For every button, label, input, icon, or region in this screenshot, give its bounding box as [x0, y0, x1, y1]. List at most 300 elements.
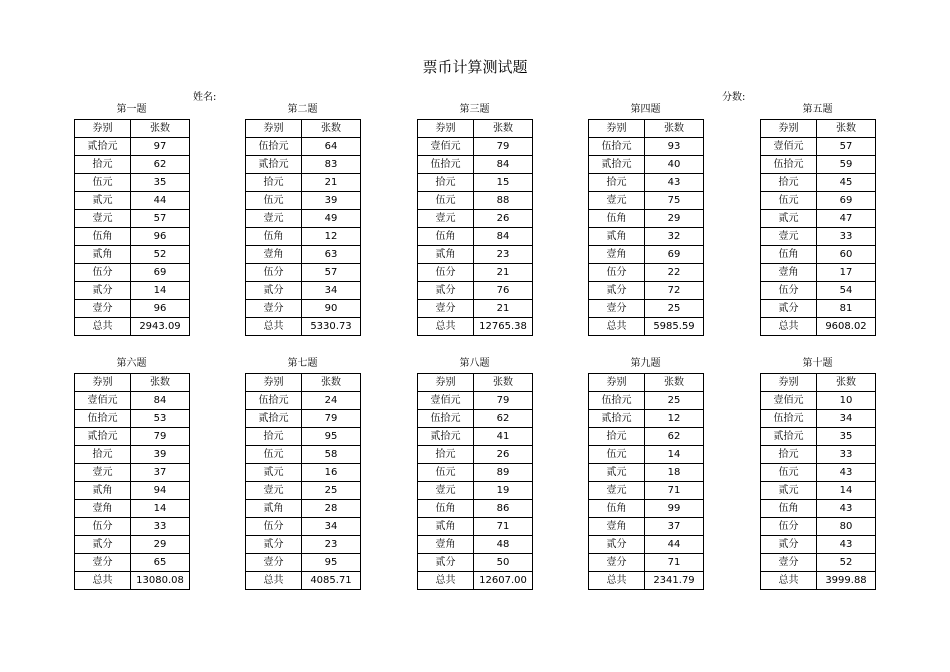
header-count: 张数	[474, 120, 533, 138]
question-title: 第八题	[459, 358, 490, 369]
total-label: 总共	[589, 572, 645, 590]
total-label: 总共	[75, 572, 131, 590]
count-cell: 50	[474, 554, 533, 572]
count-cell: 16	[302, 464, 361, 482]
count-cell: 57	[302, 264, 361, 282]
denomination-cell: 贰拾元	[761, 428, 817, 446]
table-row	[246, 138, 361, 156]
table-row	[418, 500, 533, 518]
total-value: 12607.00	[474, 572, 533, 590]
table-row	[589, 192, 704, 210]
denomination-cell: 伍分	[761, 518, 817, 536]
count-cell: 43	[645, 174, 704, 192]
denomination-cell: 壹分	[75, 554, 131, 572]
count-cell: 23	[302, 536, 361, 554]
denomination-cell: 壹分	[761, 554, 817, 572]
question-table	[588, 119, 704, 336]
table-row	[246, 300, 361, 318]
question-title: 第十题	[802, 358, 833, 369]
denomination-cell: 拾元	[761, 446, 817, 464]
count-cell: 80	[817, 518, 876, 536]
count-cell: 40	[645, 156, 704, 174]
table-row	[589, 246, 704, 264]
question-block	[588, 101, 703, 336]
table-row	[589, 300, 704, 318]
table-header-row	[75, 374, 190, 392]
count-cell: 52	[131, 246, 190, 264]
count-cell: 32	[645, 228, 704, 246]
count-cell: 18	[645, 464, 704, 482]
count-cell: 39	[131, 446, 190, 464]
total-value: 2341.79	[645, 572, 704, 590]
table-row	[761, 210, 876, 228]
count-cell: 26	[474, 446, 533, 464]
count-cell: 14	[131, 500, 190, 518]
count-cell: 37	[131, 464, 190, 482]
question-table	[760, 119, 876, 336]
total-value: 5330.73	[302, 318, 361, 336]
header-count: 张数	[817, 374, 876, 392]
count-cell: 43	[817, 464, 876, 482]
table-header-row	[761, 374, 876, 392]
count-cell: 62	[645, 428, 704, 446]
denomination-cell: 贰分	[761, 300, 817, 318]
question-block	[245, 101, 360, 336]
denomination-cell: 贰元	[761, 210, 817, 228]
count-cell: 76	[474, 282, 533, 300]
table-row	[418, 482, 533, 500]
question-table	[245, 373, 361, 590]
count-cell: 21	[474, 300, 533, 318]
table-row	[589, 228, 704, 246]
denomination-cell: 壹佰元	[418, 138, 474, 156]
table-row	[418, 300, 533, 318]
count-cell: 52	[817, 554, 876, 572]
table-row	[589, 282, 704, 300]
table-row	[246, 482, 361, 500]
denomination-cell: 壹元	[418, 210, 474, 228]
denomination-cell: 贰分	[418, 554, 474, 572]
question-block	[760, 101, 875, 336]
table-row	[75, 410, 190, 428]
table-row	[246, 392, 361, 410]
table-row	[246, 464, 361, 482]
header-denomination: 券别	[589, 120, 645, 138]
count-cell: 29	[131, 536, 190, 554]
count-cell: 28	[302, 500, 361, 518]
denomination-cell: 贰拾元	[589, 156, 645, 174]
denomination-cell: 伍角	[246, 228, 302, 246]
table-row	[589, 264, 704, 282]
denomination-cell: 壹元	[418, 482, 474, 500]
denomination-cell: 壹角	[761, 264, 817, 282]
denomination-cell: 伍分	[418, 264, 474, 282]
count-cell: 14	[131, 282, 190, 300]
denomination-cell: 伍拾元	[589, 138, 645, 156]
count-cell: 47	[817, 210, 876, 228]
count-cell: 93	[645, 138, 704, 156]
count-cell: 96	[131, 300, 190, 318]
question-block	[245, 355, 360, 590]
table-row	[246, 410, 361, 428]
denomination-cell: 伍分	[75, 518, 131, 536]
total-row	[761, 318, 876, 336]
count-cell: 12	[302, 228, 361, 246]
count-cell: 34	[302, 518, 361, 536]
count-cell: 57	[131, 210, 190, 228]
total-row	[589, 318, 704, 336]
denomination-cell: 贰元	[761, 482, 817, 500]
denomination-cell: 壹元	[75, 464, 131, 482]
count-cell: 88	[474, 192, 533, 210]
table-row	[75, 536, 190, 554]
table-row	[761, 192, 876, 210]
count-cell: 83	[302, 156, 361, 174]
count-cell: 44	[131, 192, 190, 210]
denomination-cell: 伍元	[589, 446, 645, 464]
count-cell: 34	[302, 282, 361, 300]
count-cell: 84	[131, 392, 190, 410]
count-cell: 95	[302, 554, 361, 572]
denomination-cell: 伍拾元	[761, 156, 817, 174]
denomination-cell: 伍角	[589, 500, 645, 518]
denomination-cell: 壹佰元	[761, 392, 817, 410]
table-row	[75, 446, 190, 464]
count-cell: 69	[131, 264, 190, 282]
denomination-cell: 伍元	[761, 192, 817, 210]
denomination-cell: 贰拾元	[246, 156, 302, 174]
count-cell: 48	[474, 536, 533, 554]
count-cell: 71	[645, 482, 704, 500]
header-count: 张数	[645, 374, 704, 392]
table-row	[418, 554, 533, 572]
count-cell: 54	[817, 282, 876, 300]
total-label: 总共	[418, 318, 474, 336]
total-label: 总共	[75, 318, 131, 336]
total-label: 总共	[589, 318, 645, 336]
total-label: 总共	[761, 572, 817, 590]
question-table	[588, 373, 704, 590]
count-cell: 44	[645, 536, 704, 554]
table-row	[246, 156, 361, 174]
denomination-cell: 伍分	[246, 264, 302, 282]
denomination-cell: 拾元	[75, 446, 131, 464]
total-row	[589, 572, 704, 590]
table-row	[246, 282, 361, 300]
denomination-cell: 伍分	[75, 264, 131, 282]
table-row	[418, 264, 533, 282]
total-value: 5985.59	[645, 318, 704, 336]
table-row	[589, 392, 704, 410]
question-table	[74, 373, 190, 590]
table-row	[75, 518, 190, 536]
count-cell: 25	[302, 482, 361, 500]
count-cell: 63	[302, 246, 361, 264]
denomination-cell: 贰分	[246, 536, 302, 554]
table-row	[75, 246, 190, 264]
denomination-cell: 壹佰元	[761, 138, 817, 156]
denomination-cell: 壹角	[75, 500, 131, 518]
table-row	[418, 410, 533, 428]
count-cell: 37	[645, 518, 704, 536]
count-cell: 59	[817, 156, 876, 174]
count-cell: 62	[131, 156, 190, 174]
total-row	[246, 318, 361, 336]
count-cell: 34	[817, 410, 876, 428]
denomination-cell: 贰拾元	[75, 428, 131, 446]
question-title: 第五题	[802, 104, 833, 115]
table-header-row	[418, 120, 533, 138]
count-cell: 95	[302, 428, 361, 446]
table-row	[75, 300, 190, 318]
table-row	[246, 536, 361, 554]
table-row	[246, 228, 361, 246]
total-value: 9608.02	[817, 318, 876, 336]
count-cell: 33	[817, 446, 876, 464]
count-cell: 71	[474, 518, 533, 536]
table-row	[589, 554, 704, 572]
table-row	[761, 500, 876, 518]
denomination-cell: 贰角	[75, 482, 131, 500]
denomination-cell: 贰分	[589, 282, 645, 300]
denomination-cell: 贰角	[418, 518, 474, 536]
table-row	[761, 554, 876, 572]
total-row	[418, 572, 533, 590]
count-cell: 84	[474, 228, 533, 246]
count-cell: 84	[474, 156, 533, 174]
denomination-cell: 贰拾元	[75, 138, 131, 156]
total-label: 总共	[246, 318, 302, 336]
table-row	[75, 192, 190, 210]
denomination-cell: 壹角	[589, 246, 645, 264]
denomination-cell: 伍拾元	[418, 410, 474, 428]
count-cell: 65	[131, 554, 190, 572]
denomination-cell: 伍角	[761, 246, 817, 264]
denomination-cell: 伍元	[418, 192, 474, 210]
denomination-cell: 贰分	[75, 536, 131, 554]
name-label: 姓名:	[193, 92, 217, 103]
denomination-cell: 壹元	[589, 482, 645, 500]
header-denomination: 券别	[761, 120, 817, 138]
table-row	[418, 174, 533, 192]
table-row	[246, 192, 361, 210]
denomination-cell: 伍元	[246, 192, 302, 210]
denomination-cell: 伍元	[418, 464, 474, 482]
count-cell: 21	[302, 174, 361, 192]
table-row	[246, 210, 361, 228]
denomination-cell: 壹佰元	[75, 392, 131, 410]
header-denomination: 券别	[418, 120, 474, 138]
count-cell: 22	[645, 264, 704, 282]
total-value: 2943.09	[131, 318, 190, 336]
denomination-cell: 伍拾元	[75, 410, 131, 428]
count-cell: 96	[131, 228, 190, 246]
count-cell: 81	[817, 300, 876, 318]
denomination-cell: 伍拾元	[589, 392, 645, 410]
table-row	[75, 554, 190, 572]
table-row	[246, 264, 361, 282]
table-row	[761, 392, 876, 410]
count-cell: 14	[645, 446, 704, 464]
table-row	[589, 536, 704, 554]
denomination-cell: 壹元	[75, 210, 131, 228]
table-header-row	[246, 120, 361, 138]
denomination-cell: 拾元	[589, 428, 645, 446]
question-block	[588, 355, 703, 590]
header-count: 张数	[645, 120, 704, 138]
table-row	[75, 174, 190, 192]
denomination-cell: 贰角	[75, 246, 131, 264]
table-row	[75, 264, 190, 282]
total-label: 总共	[246, 572, 302, 590]
table-row	[761, 174, 876, 192]
table-row	[589, 174, 704, 192]
count-cell: 15	[474, 174, 533, 192]
table-row	[418, 518, 533, 536]
header-count: 张数	[131, 374, 190, 392]
count-cell: 69	[817, 192, 876, 210]
table-row	[761, 446, 876, 464]
table-row	[589, 518, 704, 536]
denomination-cell: 壹角	[589, 518, 645, 536]
count-cell: 43	[817, 536, 876, 554]
table-row	[246, 174, 361, 192]
denomination-cell: 贰分	[246, 282, 302, 300]
total-label: 总共	[761, 318, 817, 336]
denomination-cell: 壹角	[418, 536, 474, 554]
denomination-cell: 拾元	[589, 174, 645, 192]
count-cell: 12	[645, 410, 704, 428]
count-cell: 57	[817, 138, 876, 156]
question-block	[417, 355, 532, 590]
count-cell: 19	[474, 482, 533, 500]
denomination-cell: 壹分	[246, 300, 302, 318]
denomination-cell: 贰拾元	[246, 410, 302, 428]
table-row	[589, 428, 704, 446]
denomination-cell: 贰分	[589, 536, 645, 554]
score-label: 分数:	[722, 92, 746, 103]
denomination-cell: 贰角	[246, 500, 302, 518]
count-cell: 75	[645, 192, 704, 210]
table-row	[75, 228, 190, 246]
table-row	[761, 428, 876, 446]
table-row	[589, 500, 704, 518]
count-cell: 90	[302, 300, 361, 318]
count-cell: 69	[645, 246, 704, 264]
denomination-cell: 壹佰元	[418, 392, 474, 410]
denomination-cell: 贰分	[75, 282, 131, 300]
count-cell: 97	[131, 138, 190, 156]
count-cell: 64	[302, 138, 361, 156]
total-row	[761, 572, 876, 590]
count-cell: 71	[645, 554, 704, 572]
table-row	[589, 446, 704, 464]
header-denomination: 券别	[761, 374, 817, 392]
table-row	[589, 464, 704, 482]
header-count: 张数	[817, 120, 876, 138]
table-row	[75, 392, 190, 410]
table-row	[418, 138, 533, 156]
header-denomination: 券别	[246, 374, 302, 392]
denomination-cell: 拾元	[761, 174, 817, 192]
table-row	[75, 156, 190, 174]
table-row	[761, 300, 876, 318]
denomination-cell: 伍拾元	[761, 410, 817, 428]
denomination-cell: 壹角	[246, 246, 302, 264]
count-cell: 35	[131, 174, 190, 192]
count-cell: 26	[474, 210, 533, 228]
table-header-row	[761, 120, 876, 138]
count-cell: 89	[474, 464, 533, 482]
table-row	[246, 554, 361, 572]
denomination-cell: 壹分	[589, 554, 645, 572]
header-denomination: 券别	[75, 374, 131, 392]
count-cell: 33	[817, 228, 876, 246]
question-table	[417, 373, 533, 590]
denomination-cell: 壹分	[75, 300, 131, 318]
table-row	[418, 246, 533, 264]
table-row	[246, 500, 361, 518]
denomination-cell: 伍元	[75, 174, 131, 192]
header-count: 张数	[474, 374, 533, 392]
header-denomination: 券别	[418, 374, 474, 392]
denomination-cell: 壹元	[589, 192, 645, 210]
denomination-cell: 伍角	[418, 500, 474, 518]
table-row	[589, 210, 704, 228]
denomination-cell: 壹元	[761, 228, 817, 246]
denomination-cell: 贰角	[418, 246, 474, 264]
count-cell: 17	[817, 264, 876, 282]
table-row	[418, 446, 533, 464]
count-cell: 10	[817, 392, 876, 410]
table-row	[75, 282, 190, 300]
count-cell: 25	[645, 392, 704, 410]
denomination-cell: 贰角	[589, 228, 645, 246]
count-cell: 41	[474, 428, 533, 446]
table-row	[418, 464, 533, 482]
table-row	[75, 464, 190, 482]
total-row	[418, 318, 533, 336]
denomination-cell: 贰分	[761, 536, 817, 554]
denomination-cell: 拾元	[75, 156, 131, 174]
table-row	[761, 410, 876, 428]
table-row	[418, 192, 533, 210]
count-cell: 29	[645, 210, 704, 228]
count-cell: 35	[817, 428, 876, 446]
total-label: 总共	[418, 572, 474, 590]
denomination-cell: 伍角	[418, 228, 474, 246]
denomination-cell: 拾元	[418, 174, 474, 192]
table-row	[246, 446, 361, 464]
table-row	[246, 428, 361, 446]
table-row	[246, 246, 361, 264]
table-row	[418, 536, 533, 554]
table-header-row	[418, 374, 533, 392]
count-cell: 94	[131, 482, 190, 500]
question-block	[74, 355, 189, 590]
denomination-cell: 伍元	[246, 446, 302, 464]
denomination-cell: 贰拾元	[589, 410, 645, 428]
denomination-cell: 壹分	[418, 300, 474, 318]
count-cell: 72	[645, 282, 704, 300]
header-count: 张数	[302, 374, 361, 392]
table-row	[418, 156, 533, 174]
denomination-cell: 壹分	[589, 300, 645, 318]
denomination-cell: 伍分	[761, 282, 817, 300]
table-row	[75, 500, 190, 518]
table-header-row	[589, 374, 704, 392]
count-cell: 86	[474, 500, 533, 518]
